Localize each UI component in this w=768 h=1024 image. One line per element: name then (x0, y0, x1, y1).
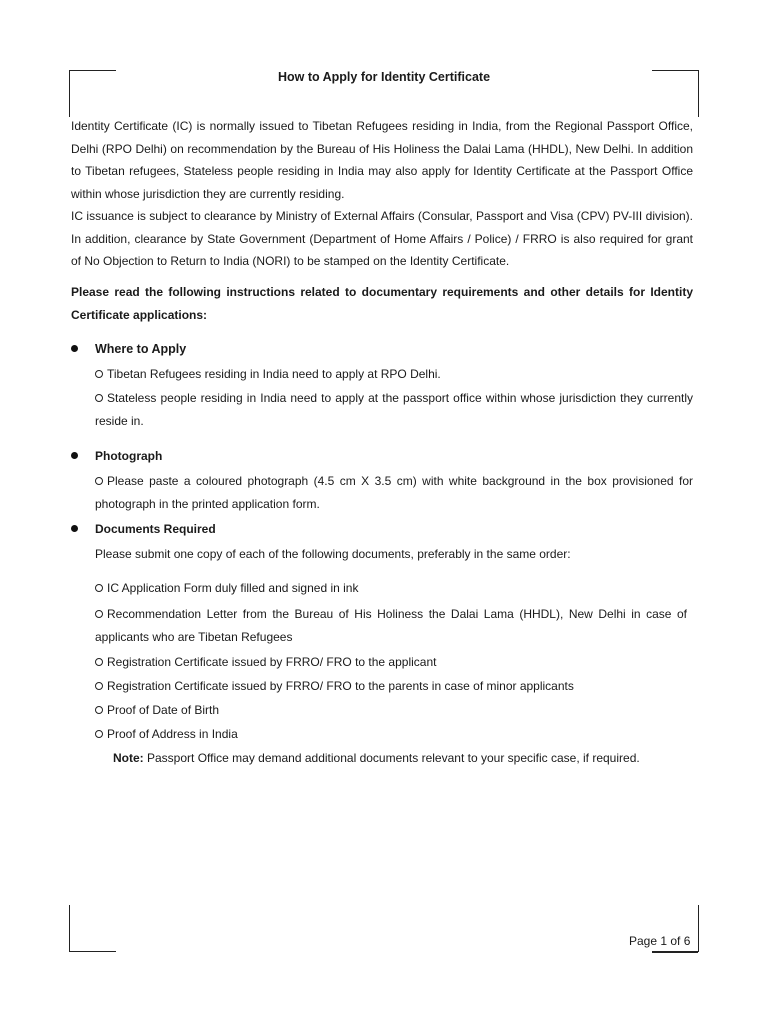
note (113, 751, 640, 765)
documents-lead-text: Please submit one copy of each of the following documents, preferably in the same order: (95, 547, 571, 561)
bullet-icon (71, 452, 78, 459)
page-title: How to Apply for Identity Certificate (277, 70, 491, 84)
intro-paragraph-2: IC issuance is subject to clearance by Ministry of External Affairs (Consular, Passport and Visa (CPV) PV-III division). In addition, clearance by State Government (Department of Home Affairs / Police) / FRRO is also required for grant of No Objection to Return to India (NORI) to be stamped on the Identity Certificate. (71, 209, 693, 268)
circle-bullet-icon (95, 658, 103, 666)
circle-bullet-icon (95, 370, 103, 378)
intro-paragraph-1: Identity Certificate (IC) is normally issued to Tibetan Refugees residing in India, from the Regional Passport Office, Delhi (RPO Delhi) on recommendation by the Bureau of His Holiness the Dalai Lama (HHDL), New Delhi. In addition to Tibetan refugees, Stateless people residing in India may also apply for Identity Certificate at the Passport Office within whose jurisdiction they are currently residing. (71, 119, 693, 201)
page-number: Page 1 of 6 (629, 934, 691, 948)
section-heading: Where to Apply (95, 342, 187, 356)
corner-mark-bottom-left (69, 905, 116, 952)
intro-text (71, 115, 693, 273)
footer-divider (652, 952, 698, 953)
circle-bullet-icon (95, 730, 103, 738)
instructions-heading: Please read the following instructions related to documentary requirements and other details for Identity Certificate applications: (71, 285, 693, 322)
list-item: Registration Certificate issued by FRRO/ FRO to the parents in case of minor applicants (95, 675, 693, 698)
circle-bullet-icon (95, 477, 103, 485)
circle-bullet-icon (95, 682, 103, 690)
section-photograph (71, 449, 162, 463)
circle-bullet-icon (95, 584, 103, 592)
bullet-icon (71, 525, 78, 532)
section-where-to-apply (71, 342, 186, 356)
list-item: Proof of Address in India (95, 723, 693, 746)
list-item: Recommendation Letter from the Bureau of His Holiness the Dalai Lama (HHDL), New Delhi in case of applicants who are Tibetan Refugees (95, 607, 687, 644)
list-item: Please paste a coloured photograph (4.5 cm X 3.5 cm) with white background in the box provisioned for photograph in the printed application form. (95, 474, 693, 511)
circle-bullet-icon (95, 706, 103, 714)
list-item: Proof of Date of Birth (95, 699, 693, 722)
list-item: Stateless people residing in India need to apply at the passport office within whose jurisdiction they currently reside in. (95, 391, 693, 428)
list-item: Registration Certificate issued by FRRO/ FRO to the applicant (95, 651, 693, 674)
list-item: IC Application Form duly filled and signed in ink (95, 577, 693, 600)
circle-bullet-icon (95, 394, 103, 402)
list-item: Tibetan Refugees residing in India need to apply at RPO Delhi. (95, 363, 693, 386)
circle-bullet-icon (95, 610, 103, 618)
note-label: Note: (113, 751, 144, 765)
note-text: Passport Office may demand additional documents relevant to your specific case, if required. (143, 751, 640, 765)
section-documents-required (71, 522, 216, 536)
section-heading: Documents Required (95, 522, 216, 536)
section-heading: Photograph (95, 449, 163, 463)
bullet-icon (71, 345, 78, 352)
